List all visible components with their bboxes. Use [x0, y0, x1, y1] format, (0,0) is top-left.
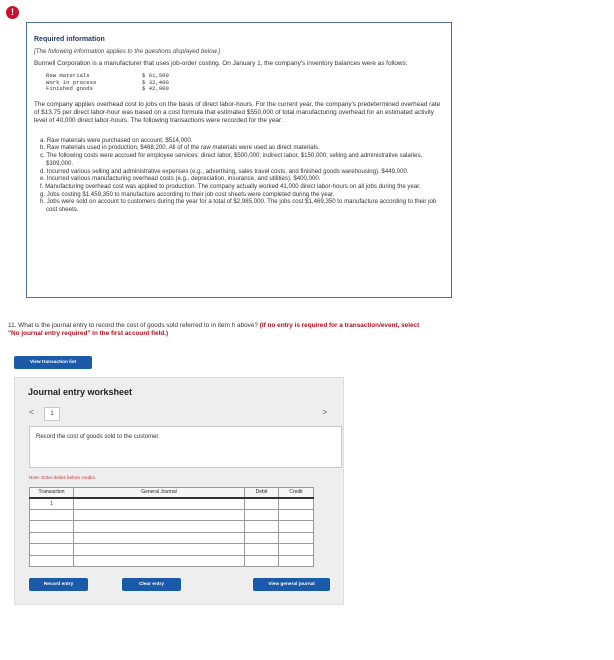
transaction-number-cell: 1 — [30, 498, 74, 510]
col-header-credit: Credit — [279, 488, 314, 498]
chevron-left-icon[interactable]: < — [29, 407, 35, 417]
inventory-balances-table — [46, 73, 169, 93]
journal-row — [30, 532, 314, 544]
col-header-general-journal: General Journal — [74, 488, 245, 498]
journal-row — [30, 498, 314, 510]
col-header-debit: Debit — [245, 488, 279, 498]
alert-icon: ! — [6, 6, 19, 19]
transaction-item: a. Raw materials were purchased on account, $514,000. — [40, 136, 193, 144]
balance-amount: $ 42,900 — [142, 85, 169, 93]
balance-amount: $ 32,400 — [142, 78, 169, 86]
account-select-cell[interactable] — [74, 498, 245, 510]
required-info-title: Required information — [34, 36, 105, 43]
transaction-number-cell — [30, 544, 74, 556]
debit-input-cell[interactable] — [245, 521, 279, 533]
debit-input-cell[interactable] — [245, 532, 279, 544]
transaction-item: g. Jobs costing $1,459,350 to manufacture according to their job cost sheets were completed during the year. — [40, 190, 335, 198]
account-select-cell[interactable] — [74, 521, 245, 533]
required-info-note: [The following information applies to the questions displayed below.] — [34, 48, 221, 55]
transaction-number-cell — [30, 509, 74, 521]
debits-note: Note: Enter debits before credits. — [29, 475, 97, 480]
account-select-cell[interactable] — [74, 509, 245, 521]
transaction-number-cell — [30, 555, 74, 567]
overhead-paragraph: The company applies overhead cost to jobs on the basis of direct labor-hours. For the current year, the company's predetermined overhead rate of $13.75 per direct labor-hour was based on a cost formula that estimated $550,000 of total manufacturing overhead for an estimated activity level of 40,000 direct labor-hours. The following transactions were recorded for the year: — [34, 100, 441, 124]
company-intro: Bunnell Corporation is a manufacturer that uses job-order costing. On January 1, the company's inventory balances were as follows: — [34, 60, 408, 67]
balance-row — [46, 86, 169, 93]
credit-input-cell[interactable] — [279, 521, 314, 533]
col-header-transaction: Transaction — [30, 488, 74, 498]
chevron-right-icon[interactable]: > — [322, 407, 328, 417]
transaction-item: d. Incurred various selling and administrative expenses (e.g., advertising, sales travel costs, and finished goods warehousing), $449,000. — [40, 167, 409, 175]
question-text — [8, 322, 428, 338]
transaction-list — [40, 137, 444, 214]
transaction-item: e. Incurred various manufacturing overhead costs (e.g., depreciation, insurance, and utilities), $400,000. — [40, 175, 321, 183]
transaction-number-cell — [30, 532, 74, 544]
credit-input-cell[interactable] — [279, 498, 314, 510]
journal-row — [30, 521, 314, 533]
transaction-item: b. Raw materials used in production, $468,200. All of of the raw materials were used as direct materials. — [40, 144, 320, 152]
worksheet-page-number[interactable]: 1 — [44, 407, 60, 421]
credit-input-cell[interactable] — [279, 532, 314, 544]
journal-entry-worksheet — [14, 377, 344, 605]
clear-entry-button[interactable]: Clear entry — [122, 578, 181, 591]
worksheet-title: Journal entry worksheet — [28, 387, 133, 397]
journal-header-row — [30, 488, 314, 498]
journal-row — [30, 509, 314, 521]
question-hint: (If no entry is required for a transaction/event, select "No journal entry required" in the first account field.) — [8, 322, 420, 337]
account-select-cell[interactable] — [74, 532, 245, 544]
balance-amount: $ 61,500 — [142, 72, 169, 79]
view-transaction-list-button[interactable]: View transaction list — [14, 356, 92, 369]
balance-name: Raw materials — [46, 72, 90, 79]
credit-input-cell[interactable] — [279, 544, 314, 556]
credit-input-cell[interactable] — [279, 555, 314, 567]
account-select-cell[interactable] — [74, 555, 245, 567]
debit-input-cell[interactable] — [245, 555, 279, 567]
transaction-item: f. Manufacturing overhead cost was applied to production. The company actually worked 41,000 direct labor-hours on all jobs during the year. — [40, 183, 421, 190]
entry-description: Record the cost of goods sold to the customer. — [29, 426, 342, 468]
credit-input-cell[interactable] — [279, 509, 314, 521]
journal-entry-table — [29, 487, 314, 567]
journal-row — [30, 555, 314, 567]
record-entry-button[interactable]: Record entry — [29, 578, 88, 591]
journal-row — [30, 544, 314, 556]
debit-input-cell[interactable] — [245, 509, 279, 521]
view-general-journal-button[interactable]: View general journal — [253, 578, 330, 591]
account-select-cell[interactable] — [74, 544, 245, 556]
debit-input-cell[interactable] — [245, 544, 279, 556]
required-information-panel — [26, 22, 452, 298]
balance-name: Work in process — [46, 78, 97, 86]
transaction-number-cell — [30, 521, 74, 533]
transaction-item: h. Jobs were sold on account to customers during the year for a total of $2,985,000. The jobs cost $1,469,350 to manufacture according to their job cost sheets. — [40, 198, 437, 214]
balance-name: Finished goods — [46, 85, 93, 93]
question-prompt: 11. What is the journal entry to record the cost of goods sold referred to in item h above? — [8, 322, 260, 329]
transaction-item: c. The following costs were accrued for employee services: direct labor, $500,000; indirect labor, $150,000; selling and administrative salaries, $309,000. — [40, 152, 423, 167]
debit-input-cell[interactable] — [245, 498, 279, 510]
